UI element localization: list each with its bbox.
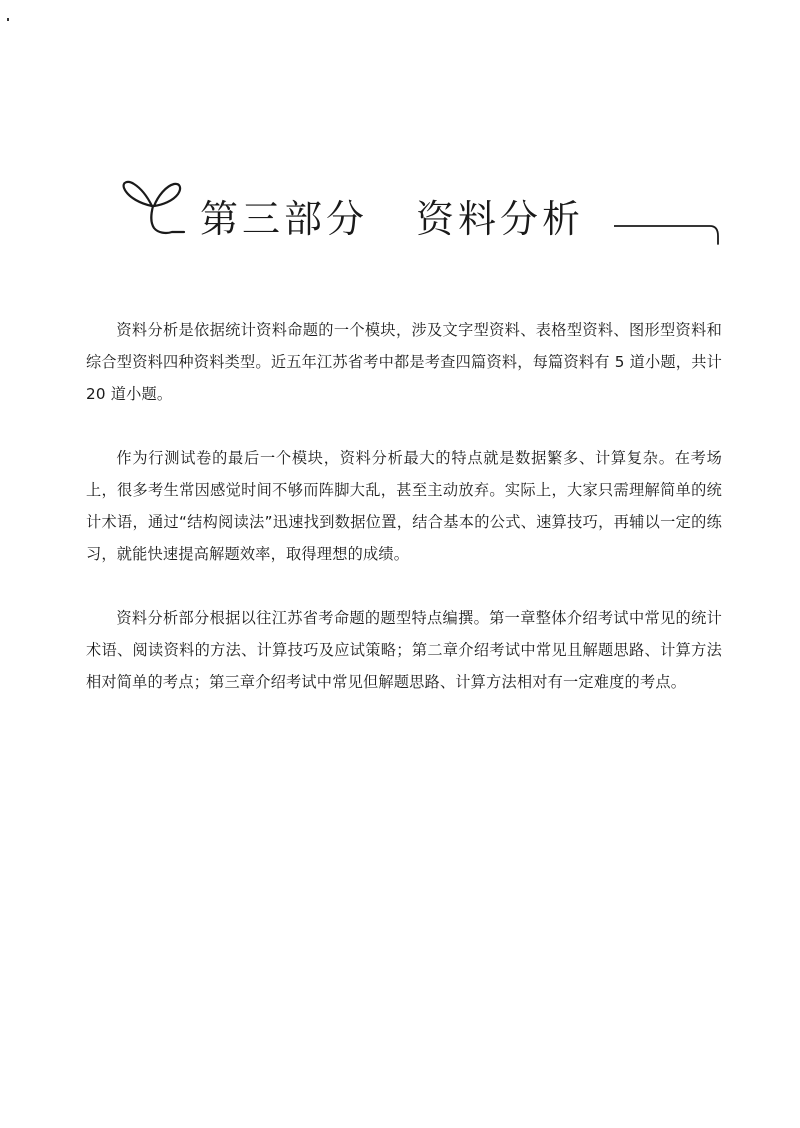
- part-label: 第三部分: [200, 197, 369, 241]
- title-tail-line: [614, 206, 726, 246]
- section-header: [118, 172, 728, 262]
- body-text: [86, 314, 722, 730]
- part-name: 资料分析: [416, 197, 585, 241]
- sprout-icon: [118, 176, 188, 242]
- scan-speck: [7, 18, 9, 21]
- paragraph-structure: 资料分析部分根据以往江苏省考命题的题型特点编撰。第一章整体介绍考试中常见的统计术语、阅读资料的方法、计算技巧及应试策略；第二章介绍考试中常见且解题思路、计算方法相对简单的考点；第三章介绍考试中常见但解题思路、计算方法相对有一定难度的考点。: [86, 609, 722, 691]
- paragraph-features: 作为行测试卷的最后一个模块，资料分析最大的特点就是数据繁多、计算复杂。在考场上，很多考生常因感觉时间不够而阵脚大乱，甚至主动放弃。实际上，大家只需理解简单的统计术语，通过“结构阅读法”迅速找到数据位置，结合基本的公式、速算技巧，再辅以一定的练习，就能快速提高解题效率，取得理想的成绩。: [86, 449, 722, 563]
- part-title: [200, 197, 585, 241]
- paragraph-intro: 资料分析是依据统计资料命题的一个模块，涉及文字型资料、表格型资料、图形型资料和综合型资料四种资料类型。近五年江苏省考中都是考查四篇资料，每篇资料有 5 道小题，共计 20 道小题。: [86, 321, 722, 403]
